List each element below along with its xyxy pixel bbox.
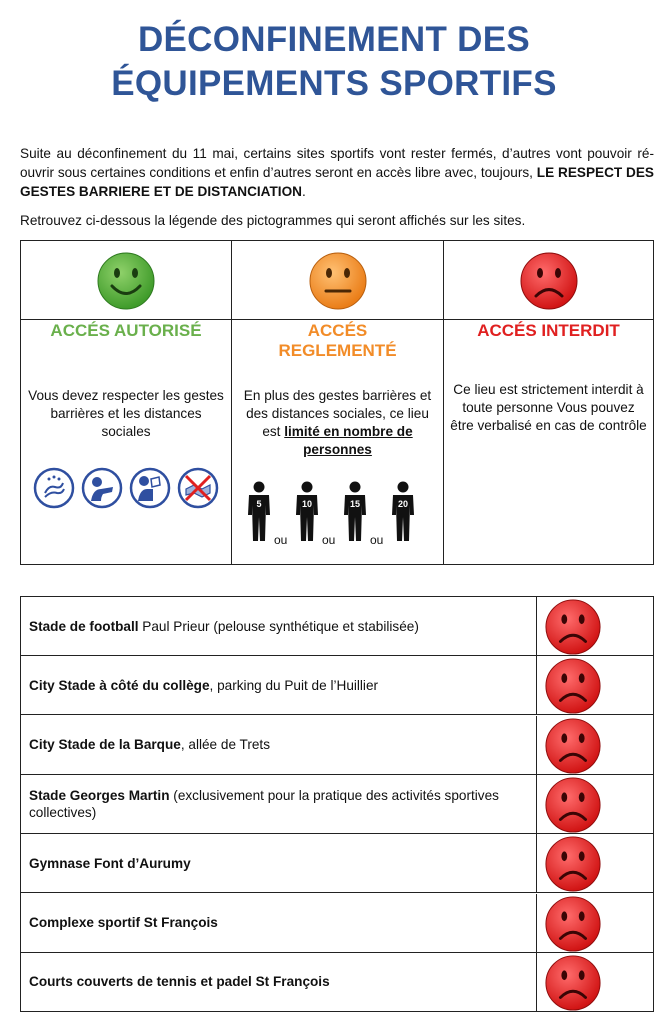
site-name-bold: City Stade de la Barque xyxy=(29,737,181,753)
regulated-heading-line-1: ACCÉS xyxy=(307,321,368,340)
red-sad-face-icon xyxy=(544,954,602,1012)
site-name-rest: (exclusivement pour la pratique des activités sportives collectives) xyxy=(29,787,499,820)
hand-washing-icon xyxy=(33,467,75,509)
person-limit-5-icon xyxy=(246,481,272,541)
red-sad-face-icon xyxy=(544,776,602,834)
intro-text: Suite au déconfinement du 11 mai, certains sites sportifs vont rester fermés, d’autres vont pouvoir ré-ouvrir sous certaines conditions et enfin d’autres seront en accès libre avec, toujours, xyxy=(20,146,654,180)
legend-authorized xyxy=(21,241,231,564)
person-limit-number: 20 xyxy=(397,499,409,509)
site-name-rest: , allée de Trets xyxy=(180,737,271,753)
legend-intro: Retrouvez ci-dessous la légende des pictogrammes qui seront affichés sur les sites. xyxy=(20,213,526,228)
or-label: ou xyxy=(322,533,336,547)
site-name xyxy=(29,953,529,1011)
forbidden-heading: ACCÉS INTERDIT xyxy=(477,321,620,340)
red-sad-face-icon xyxy=(544,598,602,656)
site-row xyxy=(21,775,653,834)
row-divider xyxy=(536,656,537,714)
authorized-heading: ACCÉS AUTORISÉ xyxy=(50,321,202,340)
intro-end: . xyxy=(301,184,306,199)
person-limit-20-icon xyxy=(390,481,416,541)
regulated-description-emphasis: limité en nombre de personnes xyxy=(284,424,413,457)
site-name-bold: Stade de football xyxy=(29,618,139,634)
regulated-description-text: En plus des gestes barrières et des distances sociales, ce lieu est xyxy=(243,388,432,439)
regulated-heading xyxy=(232,321,443,361)
title-line-1: DÉCONFINEMENT DES xyxy=(137,20,531,59)
no-handshake-icon xyxy=(177,467,219,509)
site-name xyxy=(29,656,529,714)
page-title xyxy=(0,18,668,106)
legend-table xyxy=(20,240,654,565)
person-limit-number: 5 xyxy=(256,499,262,509)
site-name xyxy=(29,597,529,655)
red-sad-face-icon xyxy=(544,717,602,775)
row-divider xyxy=(536,953,537,1012)
site-name-bold: Complexe sportif St François xyxy=(29,915,218,930)
person-limit-number: 10 xyxy=(301,499,313,509)
regulated-description xyxy=(238,387,437,459)
site-row xyxy=(21,656,653,715)
row-divider xyxy=(536,834,537,892)
site-row xyxy=(21,953,653,1012)
row-divider xyxy=(536,894,537,952)
row-divider xyxy=(536,597,537,655)
authorized-description: Vous devez respecter les gestes barrières et les distances sociales xyxy=(28,388,224,439)
site-row xyxy=(21,597,653,656)
regulated-heading-line-2: REGLEMENTÉ xyxy=(278,341,397,360)
red-sad-face-icon xyxy=(519,251,579,311)
site-name xyxy=(29,894,529,952)
red-sad-face-icon xyxy=(544,895,602,953)
person-limit-number: 15 xyxy=(349,499,361,509)
tissue-icon xyxy=(129,467,171,509)
or-label: ou xyxy=(274,533,288,547)
row-divider xyxy=(536,775,537,833)
people-limits xyxy=(246,481,437,551)
red-sad-face-icon xyxy=(544,835,602,893)
or-label: ou xyxy=(370,533,384,547)
site-name-bold: City Stade à côté du collège xyxy=(29,677,210,693)
site-row xyxy=(21,894,653,953)
red-sad-face-icon xyxy=(544,657,602,715)
site-name-rest: , parking du Puit de l’Huillier xyxy=(209,677,379,693)
orange-neutral-face-icon xyxy=(308,251,368,311)
barrier-gestures xyxy=(21,467,231,509)
person-limit-10-icon xyxy=(294,481,320,541)
intro-bold: LE RESPECT DES GESTES BARRIERE ET DE DISTANCIATION xyxy=(20,165,654,199)
site-name xyxy=(29,834,529,892)
site-row xyxy=(21,716,653,775)
forbidden-description: Ce lieu est strictement interdit à toute personne Vous pouvez être verbalisé en cas de contrôle xyxy=(450,382,647,433)
person-limit-15-icon xyxy=(342,481,368,541)
cough-elbow-icon xyxy=(81,467,123,509)
site-name xyxy=(29,716,529,774)
site-name xyxy=(29,775,529,833)
intro-paragraph xyxy=(20,144,654,201)
legend-regulated xyxy=(232,241,443,564)
title-line-2: ÉQUIPEMENTS SPORTIFS xyxy=(111,64,557,103)
site-row xyxy=(21,834,653,893)
row-divider xyxy=(536,716,537,774)
site-name-rest: Paul Prieur (pelouse synthétique et stabilisée) xyxy=(138,618,419,634)
legend-forbidden xyxy=(444,241,653,564)
site-name-bold: Stade Georges Martin xyxy=(29,787,170,803)
site-name-bold: Gymnase Font d’Aurumy xyxy=(29,855,191,871)
green-smiley-icon xyxy=(96,251,156,311)
sites-table xyxy=(20,596,654,1012)
site-name-bold: Courts couverts de tennis et padel St François xyxy=(29,974,330,990)
